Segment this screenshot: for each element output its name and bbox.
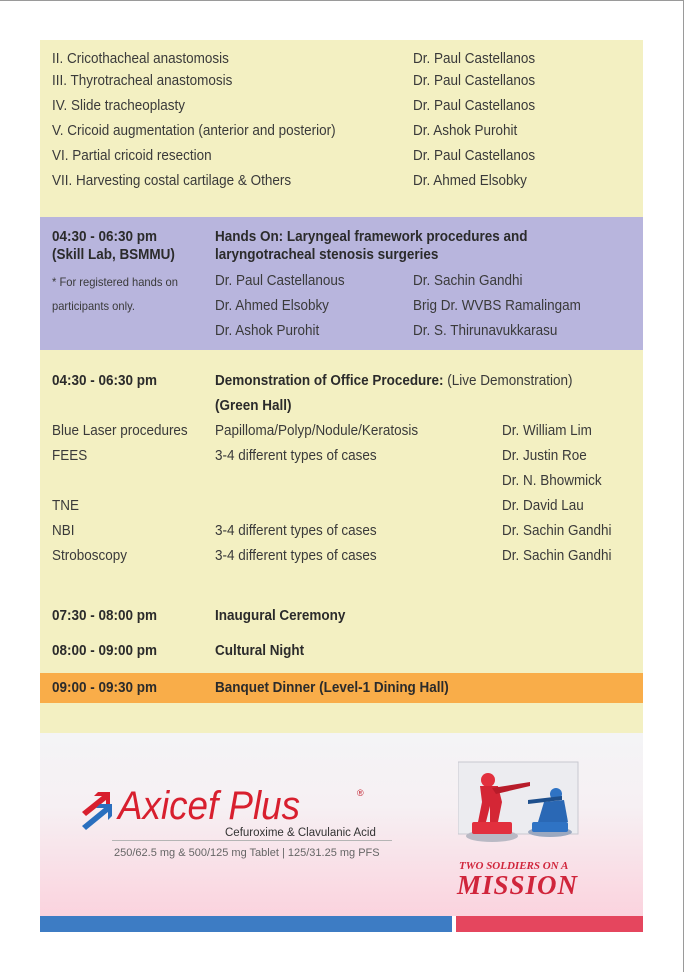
registration-note: * For registered hands on: [52, 275, 178, 289]
spacer-band: [40, 703, 643, 733]
faculty-name: Dr. Ahmed Elsobky: [215, 298, 329, 314]
dosage-info: 250/62.5 mg & 500/125 mg Tablet | 125/31.25 mg PFS: [114, 847, 380, 859]
faculty-name: Brig Dr. WVBS Ramalingam: [413, 298, 581, 314]
demo-title: Demonstration of Office Procedure:: [215, 373, 444, 389]
session-time: 04:30 - 06:30 pm: [52, 373, 157, 389]
demonstration-section: [40, 350, 643, 673]
event-title: Cultural Night: [215, 643, 305, 659]
procedure-faculty: Dr. Paul Castellanos: [413, 73, 536, 89]
event-title: Banquet Dinner (Level-1 Dining Hall): [215, 680, 449, 696]
divider: [112, 840, 392, 841]
procedure-faculty: Dr. Paul Castellanos: [413, 148, 536, 164]
brand-name: Axicef Plus: [118, 784, 301, 828]
demo-faculty: Dr. Sachin Gandhi: [502, 523, 612, 539]
session-venue: (Skill Lab, BSMMU): [52, 247, 175, 263]
event-time: 07:30 - 08:00 pm: [52, 608, 157, 624]
procedure-item: VI. Partial cricoid resection: [52, 148, 212, 164]
registered-mark: ®: [357, 788, 364, 798]
demo-faculty: Dr. Sachin Gandhi: [502, 548, 612, 564]
demo-procedure: FEES: [52, 448, 88, 464]
demo-faculty: Dr. Justin Roe: [502, 448, 587, 464]
generic-name: Cefuroxime & Clavulanic Acid: [225, 827, 376, 839]
session-title: laryngotracheal stenosis surgeries: [215, 247, 439, 263]
demo-cases: 3-4 different types of cases: [215, 548, 377, 564]
demo-cases: 3-4 different types of cases: [215, 523, 377, 539]
hands-on-section: [40, 217, 643, 350]
footer-bar-red: [456, 916, 643, 932]
footer-bar-blue: [40, 916, 452, 932]
session-time: 04:30 - 06:30 pm: [52, 229, 157, 245]
registration-note: participants only.: [52, 299, 135, 313]
procedure-faculty: Dr. Ahmed Elsobky: [413, 173, 527, 189]
event-time: 09:00 - 09:30 pm: [52, 680, 157, 696]
faculty-name: Dr. S. Thirunavukkarasu: [413, 323, 558, 339]
demo-faculty: Dr. N. Bhowmick: [502, 473, 602, 489]
demo-faculty: Dr. David Lau: [502, 498, 584, 514]
demo-procedure: TNE: [52, 498, 79, 514]
demo-cases: Papilloma/Polyp/Nodule/Keratosis: [215, 423, 419, 439]
demo-procedure: Stroboscopy: [52, 548, 127, 564]
faculty-name: Dr. Ashok Purohit: [215, 323, 320, 339]
session-venue: (Green Hall): [215, 398, 292, 414]
event-title: Inaugural Ceremony: [215, 608, 346, 624]
tagline-mission: MISSION: [457, 870, 579, 900]
brand-logo-icon: [80, 792, 114, 836]
demo-faculty: Dr. William Lim: [502, 423, 592, 439]
procedure-item: IV. Slide tracheoplasty: [52, 98, 185, 114]
tagline-small: TWO SOLDIERS ON A: [459, 860, 569, 872]
procedure-item: II. Cricothacheal anastomosis: [52, 51, 229, 67]
demo-title-suffix: (Live Demonstration): [447, 373, 573, 389]
procedure-faculty: Dr. Paul Castellanos: [413, 51, 536, 67]
event-time: 08:00 - 09:00 pm: [52, 643, 157, 659]
procedure-list-section: [40, 40, 643, 217]
faculty-name: Dr. Sachin Gandhi: [413, 273, 523, 289]
soldiers-illustration: [458, 758, 580, 848]
procedure-item: III. Thyrotracheal anastomosis: [52, 73, 233, 89]
session-title: Hands On: Laryngeal framework procedures and: [215, 229, 528, 245]
session-title: [215, 372, 572, 390]
procedure-faculty: Dr. Ashok Purohit: [413, 123, 518, 139]
demo-procedure: NBI: [52, 523, 75, 539]
demo-procedure: Blue Laser procedures: [52, 423, 188, 439]
procedure-item: V. Cricoid augmentation (anterior and posterior): [52, 123, 336, 139]
demo-cases: 3-4 different types of cases: [215, 448, 377, 464]
procedure-faculty: Dr. Paul Castellanos: [413, 98, 536, 114]
banquet-row: [40, 673, 643, 703]
faculty-name: Dr. Paul Castellanous: [215, 273, 345, 289]
procedure-item: VII. Harvesting costal cartilage & Others: [52, 173, 292, 189]
